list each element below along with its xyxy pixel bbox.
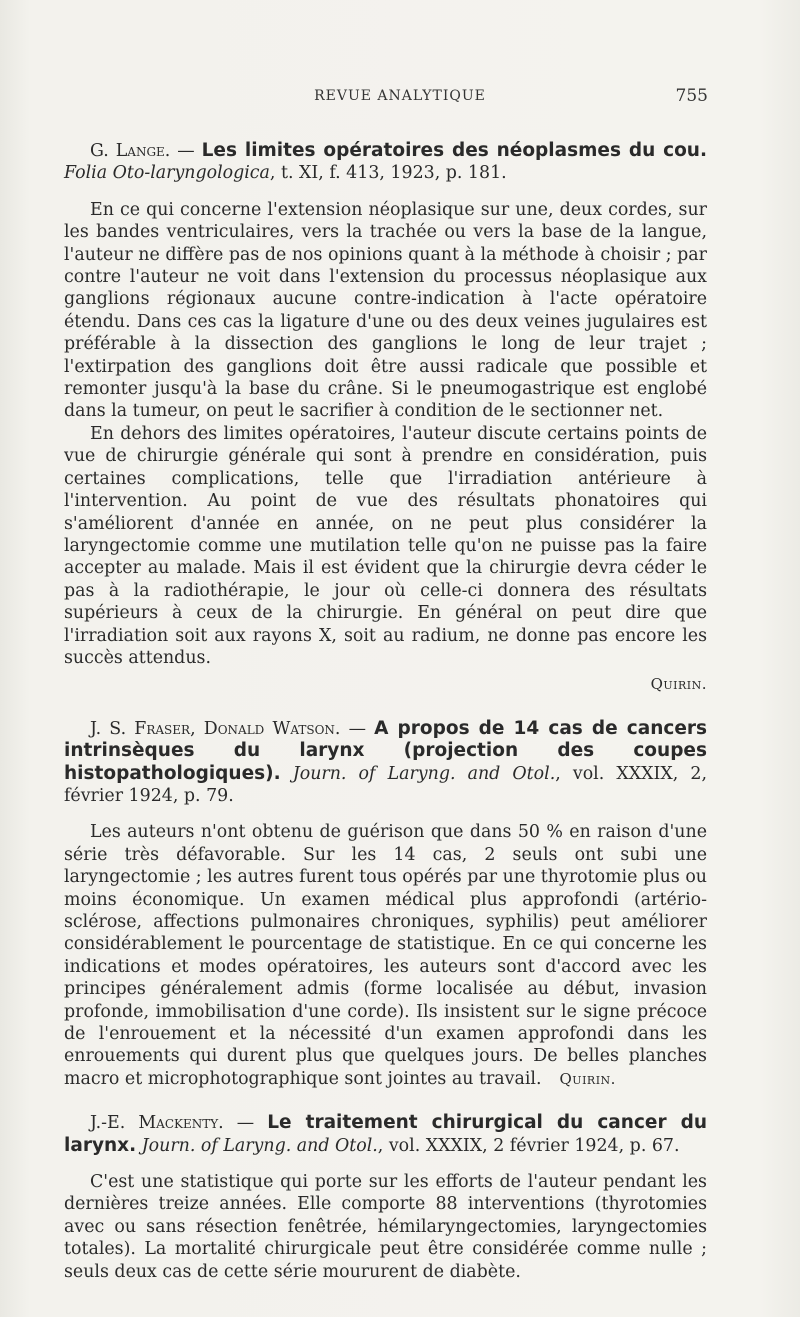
citation <box>64 140 707 185</box>
citation-details: , vol. XXXIX, 2, février 1924, p. 79. <box>64 763 708 806</box>
review-entry-lange <box>64 140 707 696</box>
reviewer-signature: Quirin. <box>650 675 707 694</box>
journal-name: Journ. of Laryng. and Otol. <box>141 1135 378 1156</box>
paragraph: C'est une statistique qui porte sur les efforts de l'auteur pendant les dernières treize années. Elle comporte 88 interventions (thyrotomies avec ou sans résection fenêtrée, hémilaryngectomies, laryngectomies totales). La mortalité chirurgicale peut être considérée comme nulle ; seuls deux cas de cette série moururent de diabète. <box>64 1172 707 1282</box>
journal-name: Folia Oto-laryngologica <box>64 163 270 184</box>
article-title: A propos de 14 cas de cancers intrinsèques du larynx (projection des coupes histopathologiques). <box>64 717 708 784</box>
paragraph: En ce qui concerne l'extension néoplasique sur une, deux cordes, sur les bandes ventriculaires, vers la trachée ou vers la base de la langue, l'auteur ne diffère pas de nos opinions quant à la méthode à choisir ; par contre l'auteur ne voit dans l'extension du processus néoplasique aux ganglions régionaux aucune contre-indication à l'acte opératoire étendu. Dans ces cas la ligature d'une ou des deux veines jugulaires est préférable à la dissection des ganglions le long de leur trajet ; l'extirpation des ganglions doit être aussi radicale que possible et remonter jusqu'à la base du crâne. Si le pneumogastrique est englobé dans la tumeur, on peut le sacrifier à condition de le sectionner net. <box>64 199 707 422</box>
dash: — <box>348 718 375 739</box>
page-header <box>0 88 800 114</box>
journal-name: Journ. of Laryng. and Otol. <box>292 763 556 784</box>
author: G. Lange. <box>90 141 171 161</box>
running-title: REVUE ANALYTIQUE <box>314 88 486 104</box>
review-entry-fraser-watson <box>64 718 707 1091</box>
page-number: 755 <box>675 86 708 106</box>
citation-details: , vol. XXXIX, 2 février 1924, p. 67. <box>377 1135 680 1156</box>
paragraph-text: Les auteurs n'ont obtenu de guérison que dans 50 % en raison d'une série très défavorable. Sur les 14 cas, 2 seuls ont subi une laryngectomie ; les autres furent tous opérés par une thyrotomie plus ou moins économique. Un examen médical plus approfondi (artério-sclérose, affections pulmonaires chroniques, syphilis) peut améliorer considérablement le pourcentage de statistique. En ce qui concerne les indications et modes opératoires, les auteurs sont d'accord avec les principes généralement admis (forme localisée au début, invasion profonde, immobilisation d'une corde). Ils insistent sur le signe précoce de l'enrouement et la nécessité d'un examen approfondi dans les enrouements qui durent plus que quelques jours. De belles planches macro et microphotographique sont jointes au travail. <box>64 822 707 1089</box>
article-title: Les limites opératoires des néoplasmes du cou. <box>201 140 707 161</box>
dash: — <box>177 141 202 161</box>
author: J. S. Fraser, Donald Watson. <box>90 718 341 739</box>
article-body <box>64 140 707 1305</box>
review-entry-mackenty <box>64 1112 707 1283</box>
author: J.-E. Mackenty. <box>90 1113 224 1134</box>
dash: — <box>236 1113 268 1134</box>
citation <box>64 1112 707 1157</box>
paragraph: En dehors des limites opératoires, l'auteur discute certains points de vue de chirurgie générale qui sont à prendre en considération, puis certaines complications, telle que l'irradiation antérieure à l'intervention. Au point de vue des résultats phonatoires qui s'améliorent d'année en année, on ne peut plus considérer la laryngectomie comme une mutilation telle qu'on ne puisse pas la faire accepter au malade. Mais il est évident que la chirurgie devra céder le pas à la radiothérapie, le jour où celle-ci donnera des résultats supérieurs à ceux de la chirurgie. En général on peut dire que l'irradiation soit aux rayons X, soit au radium, ne donne pas encore les succès attendus. <box>64 423 707 668</box>
article-title: Le traitement chirurgical du cancer du larynx. <box>64 1112 708 1156</box>
citation-details: , t. XI, f. 413, 1923, p. 181. <box>269 163 507 184</box>
citation <box>64 718 707 808</box>
paragraph <box>64 821 707 1090</box>
reviewer-signature: Quirin. <box>559 1069 616 1088</box>
